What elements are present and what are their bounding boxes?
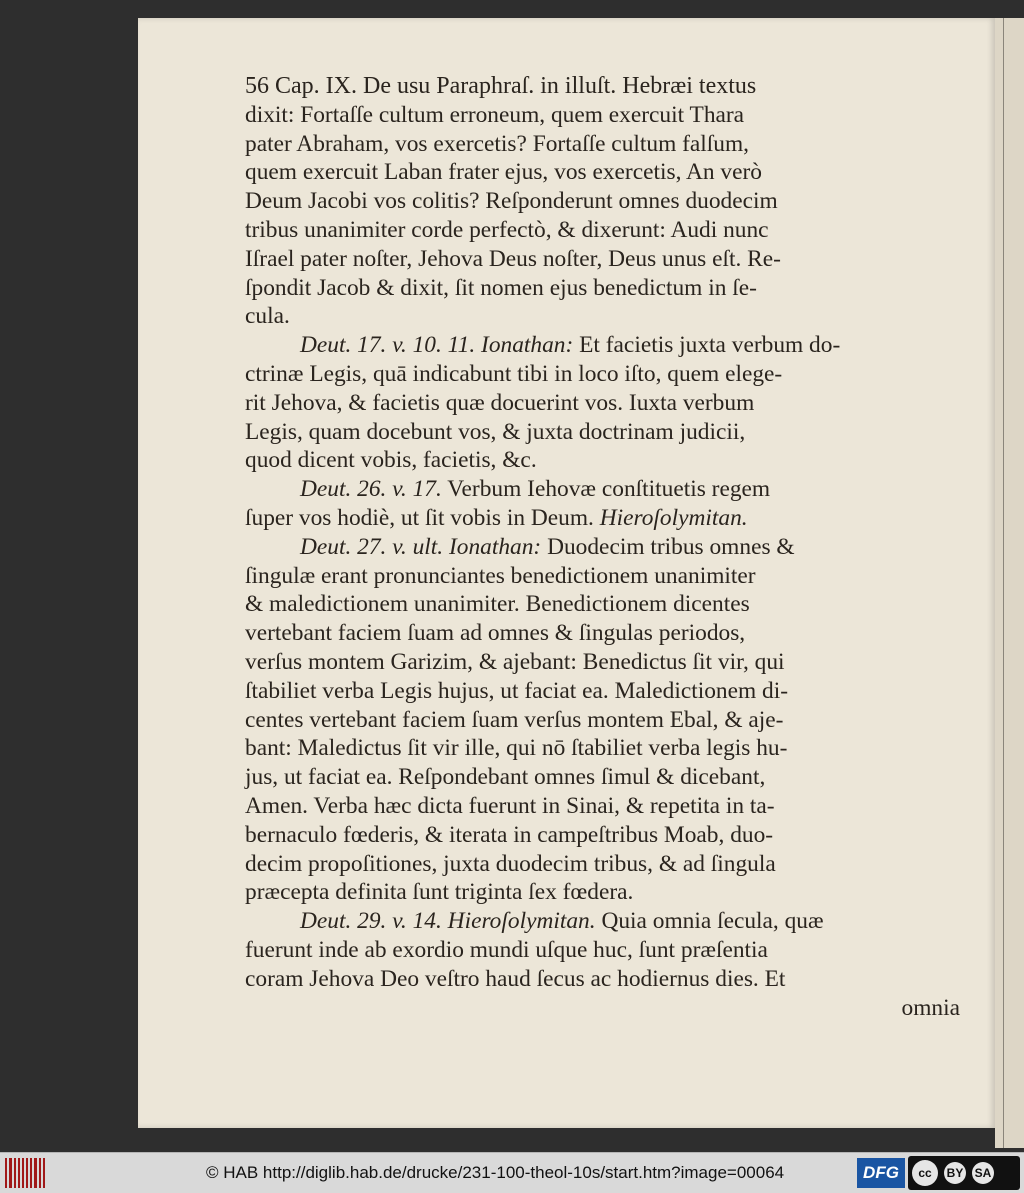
text-line xyxy=(245,706,970,735)
line-text: præcepta definita ſunt triginta ſex fœdera. xyxy=(245,879,634,906)
text-line xyxy=(245,850,970,879)
line-text: coram Jehova Deo veſtro haud ſecus ac hodiernus dies. Et xyxy=(245,965,786,992)
line-text: Iſrael pater noſter, Jehova Deus noſter, Deus unus eſt. Re- xyxy=(245,245,781,272)
line-text: Deum Jacobi vos colitis? Reſponderunt omnes duodecim xyxy=(245,188,778,215)
line-text: Amen. Verba hæc dicta fuerunt in Sinai, & repetita in ta- xyxy=(245,792,775,819)
line-text: ſpondit Jacob & dixit, ſit nomen ejus benedictum in ſe- xyxy=(245,274,757,301)
line-text: bant: Maledictus ſit vir ille, qui nō ſtabiliet verba legis hu- xyxy=(245,735,788,762)
text-line xyxy=(245,389,970,418)
line-text: decim propoſitiones, juxta duodecim tribus, & ad ſingula xyxy=(245,850,776,877)
cc-license-badge[interactable] xyxy=(908,1156,1020,1190)
text-line xyxy=(245,158,970,187)
text-line xyxy=(245,216,970,245)
text-line xyxy=(245,792,970,821)
source-attribution: Hieroſolymitan. xyxy=(599,504,748,531)
line-text: tribus unanimiter corde perfectò, & dixerunt: Audi nunc xyxy=(245,216,769,243)
body-text xyxy=(245,101,970,1023)
viewer-footer xyxy=(0,1152,1024,1193)
line-text: quod dicent vobis, facietis, &c. xyxy=(245,447,537,474)
line-text: Et facietis juxta verbum do- xyxy=(573,332,841,359)
page-gutter-line xyxy=(1003,18,1004,1148)
text-line xyxy=(245,965,970,994)
page-text xyxy=(245,72,970,1022)
text-line xyxy=(245,878,970,907)
text-line xyxy=(245,360,970,389)
source-url[interactable]: © HAB http://diglib.hab.de/drucke/231-100-theol-10s/start.htm?image=00064 xyxy=(206,1163,785,1182)
line-text: Verbum Iehovæ conſtituetis regem xyxy=(441,476,771,503)
scripture-reference: Deut. 27. v. ult. Ionathan: xyxy=(300,533,542,560)
text-line xyxy=(245,821,970,850)
scripture-reference: Deut. 17. v. 10. 11. Ionathan: xyxy=(300,332,574,359)
text-line xyxy=(245,504,970,533)
text-line xyxy=(245,648,970,677)
next-page-edge xyxy=(995,18,1024,1148)
scripture-reference: Deut. 29. v. 14. Hieroſolymitan. xyxy=(300,908,596,935)
line-text: centes vertebant faciem ſuam verſus montem Ebal, & aje- xyxy=(245,706,784,733)
text-line xyxy=(245,562,970,591)
text-line xyxy=(245,677,970,706)
text-line xyxy=(245,245,970,274)
running-header: 56 Cap. IX. De usu Paraphraſ. in illuſt. Hebræi textus xyxy=(245,73,757,99)
cc-icon: cc xyxy=(912,1160,938,1186)
text-line xyxy=(245,994,970,1023)
text-line xyxy=(245,274,970,303)
line-text: ſingulæ erant pronunciantes benedictionem unanimiter xyxy=(245,562,756,589)
line-text: Quia omnia ſecula, quæ xyxy=(595,908,824,935)
line-text: cula. xyxy=(245,303,290,330)
line-text: jus, ut faciat ea. Reſpondebant omnes ſimul & dicebant, xyxy=(245,764,766,791)
dfg-logo[interactable]: DFG xyxy=(857,1158,905,1188)
text-line xyxy=(245,130,970,159)
text-line xyxy=(245,187,970,216)
text-line xyxy=(245,475,970,504)
by-icon: BY xyxy=(944,1162,966,1184)
text-line xyxy=(245,590,970,619)
text-line xyxy=(245,936,970,965)
line-text: fuerunt inde ab exordio mundi uſque huc, ſunt præſentia xyxy=(245,936,768,963)
text-line xyxy=(245,101,970,130)
text-line xyxy=(245,418,970,447)
text-line xyxy=(245,907,970,936)
line-text: vertebant faciem ſuam ad omnes & ſingulas periodos, xyxy=(245,620,746,647)
line-text: verſus montem Garizim, & ajebant: Benedictus ſit vir, qui xyxy=(245,648,785,675)
line-text: & maledictionem unanimiter. Benedictionem dicentes xyxy=(245,591,750,618)
text-line xyxy=(245,734,970,763)
line-text: ctrinæ Legis, quā indicabunt tibi in loco iſto, quem elege- xyxy=(245,360,783,387)
line-text: bernaculo fœderis, & iterata in campeſtribus Moab, duo- xyxy=(245,821,774,848)
line-text: ſtabiliet verba Legis hujus, ut faciat ea. Maledictionem di- xyxy=(245,677,788,704)
text-line xyxy=(245,763,970,792)
text-line xyxy=(245,533,970,562)
text-line xyxy=(245,619,970,648)
text-line xyxy=(245,331,970,360)
line-text: ſuper vos hodiè, ut ſit vobis in Deum. xyxy=(245,504,600,531)
line-text: rit Jehova, & facietis quæ docuerint vos. Iuxta verbum xyxy=(245,389,755,416)
line-text: Legis, quam docebunt vos, & juxta doctrinam judicii, xyxy=(245,418,746,445)
scripture-reference: Deut. 26. v. 17. xyxy=(300,476,442,503)
text-line xyxy=(245,302,970,331)
line-text: omnia xyxy=(901,994,960,1021)
library-logo xyxy=(5,1158,45,1188)
line-text: Duodecim tribus omnes & xyxy=(541,533,795,560)
text-line xyxy=(245,446,970,475)
line-text: pater Abraham, vos exercetis? Fortaſſe cultum falſum, xyxy=(245,130,750,157)
line-text: quem exercuit Laban frater ejus, vos exercetis, An verò xyxy=(245,159,762,186)
line-text: dixit: Fortaſſe cultum erroneum, quem exercuit Thara xyxy=(245,101,745,128)
sa-icon: SA xyxy=(972,1162,994,1184)
